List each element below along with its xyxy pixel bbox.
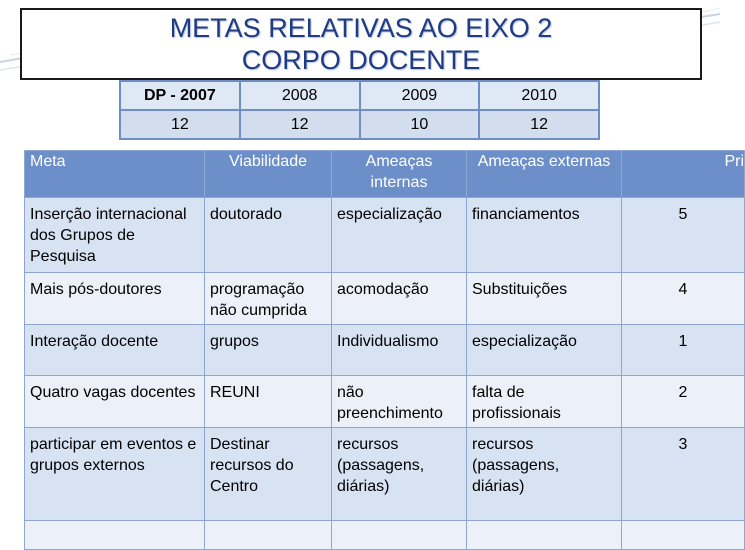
cell-empty	[25, 521, 205, 550]
years-header-cell: DP - 2007	[120, 81, 240, 110]
cell-prioridade: 4	[622, 272, 745, 324]
cell-viabilidade: REUNI	[205, 375, 332, 427]
cell-prioridade: 5	[622, 198, 745, 273]
years-header-row	[120, 81, 599, 110]
cell-ameacas-internas: especialização	[332, 198, 467, 273]
cell-prioridade: 2	[622, 375, 745, 427]
years-header-cell: 2009	[360, 81, 480, 110]
years-value-cell: 12	[240, 110, 360, 139]
years-value-cell: 12	[120, 110, 240, 139]
cell-meta: Mais pós-doutores	[25, 272, 205, 324]
cell-viabilidade: grupos	[205, 325, 332, 375]
page-title-line1: METAS RELATIVAS AO EIXO 2	[169, 13, 553, 43]
table-row	[25, 325, 745, 375]
cell-ameacas-externas: falta de profissionais	[467, 375, 622, 427]
cell-viabilidade: doutorado	[205, 198, 332, 273]
table-row	[25, 375, 745, 427]
header-prioridade: Pri	[622, 151, 745, 198]
cell-viabilidade: programação não cumprida	[205, 272, 332, 324]
header-ameacas-internas: Ameaças internas	[332, 151, 467, 198]
cell-meta: participar em eventos e grupos externos	[25, 428, 205, 521]
header-ameacas-externas: Ameaças externas	[467, 151, 622, 198]
years-table	[119, 80, 600, 140]
cell-ameacas-internas: recursos (passagens, diárias)	[332, 428, 467, 521]
years-header-cell: 2008	[240, 81, 360, 110]
goals-table	[24, 150, 745, 550]
years-value-cell: 12	[479, 110, 599, 139]
cell-ameacas-externas: Substituições	[467, 272, 622, 324]
cell-meta: Interação docente	[25, 325, 205, 375]
cell-meta: Inserção internacional dos Grupos de Pesquisa	[25, 198, 205, 273]
years-value-cell: 10	[360, 110, 480, 139]
header-meta: Meta	[25, 151, 205, 198]
years-header-cell: 2010	[479, 81, 599, 110]
cell-ameacas-internas: Individualismo	[332, 325, 467, 375]
cell-empty	[622, 521, 745, 550]
cell-meta: Quatro vagas docentes	[25, 375, 205, 427]
cell-ameacas-externas: recursos (passagens, diárias)	[467, 428, 622, 521]
years-values-row	[120, 110, 599, 139]
header-viabilidade: Viabilidade	[205, 151, 332, 198]
cell-prioridade: 1	[622, 325, 745, 375]
table-row	[25, 272, 745, 324]
table-row	[25, 198, 745, 273]
cell-empty	[467, 521, 622, 550]
table-row	[25, 428, 745, 521]
cell-empty	[205, 521, 332, 550]
title-box	[20, 8, 702, 80]
cell-ameacas-internas: não preenchimento	[332, 375, 467, 427]
cell-prioridade: 3	[622, 428, 745, 521]
cell-ameacas-externas: financiamentos	[467, 198, 622, 273]
goals-header-row	[25, 151, 745, 198]
cell-viabilidade: Destinar recursos do Centro	[205, 428, 332, 521]
cell-empty	[332, 521, 467, 550]
cell-ameacas-externas: especialização	[467, 325, 622, 375]
table-row-empty	[25, 521, 745, 550]
cell-ameacas-internas: acomodação	[332, 272, 467, 324]
page-title-line2: CORPO DOCENTE	[241, 45, 481, 75]
